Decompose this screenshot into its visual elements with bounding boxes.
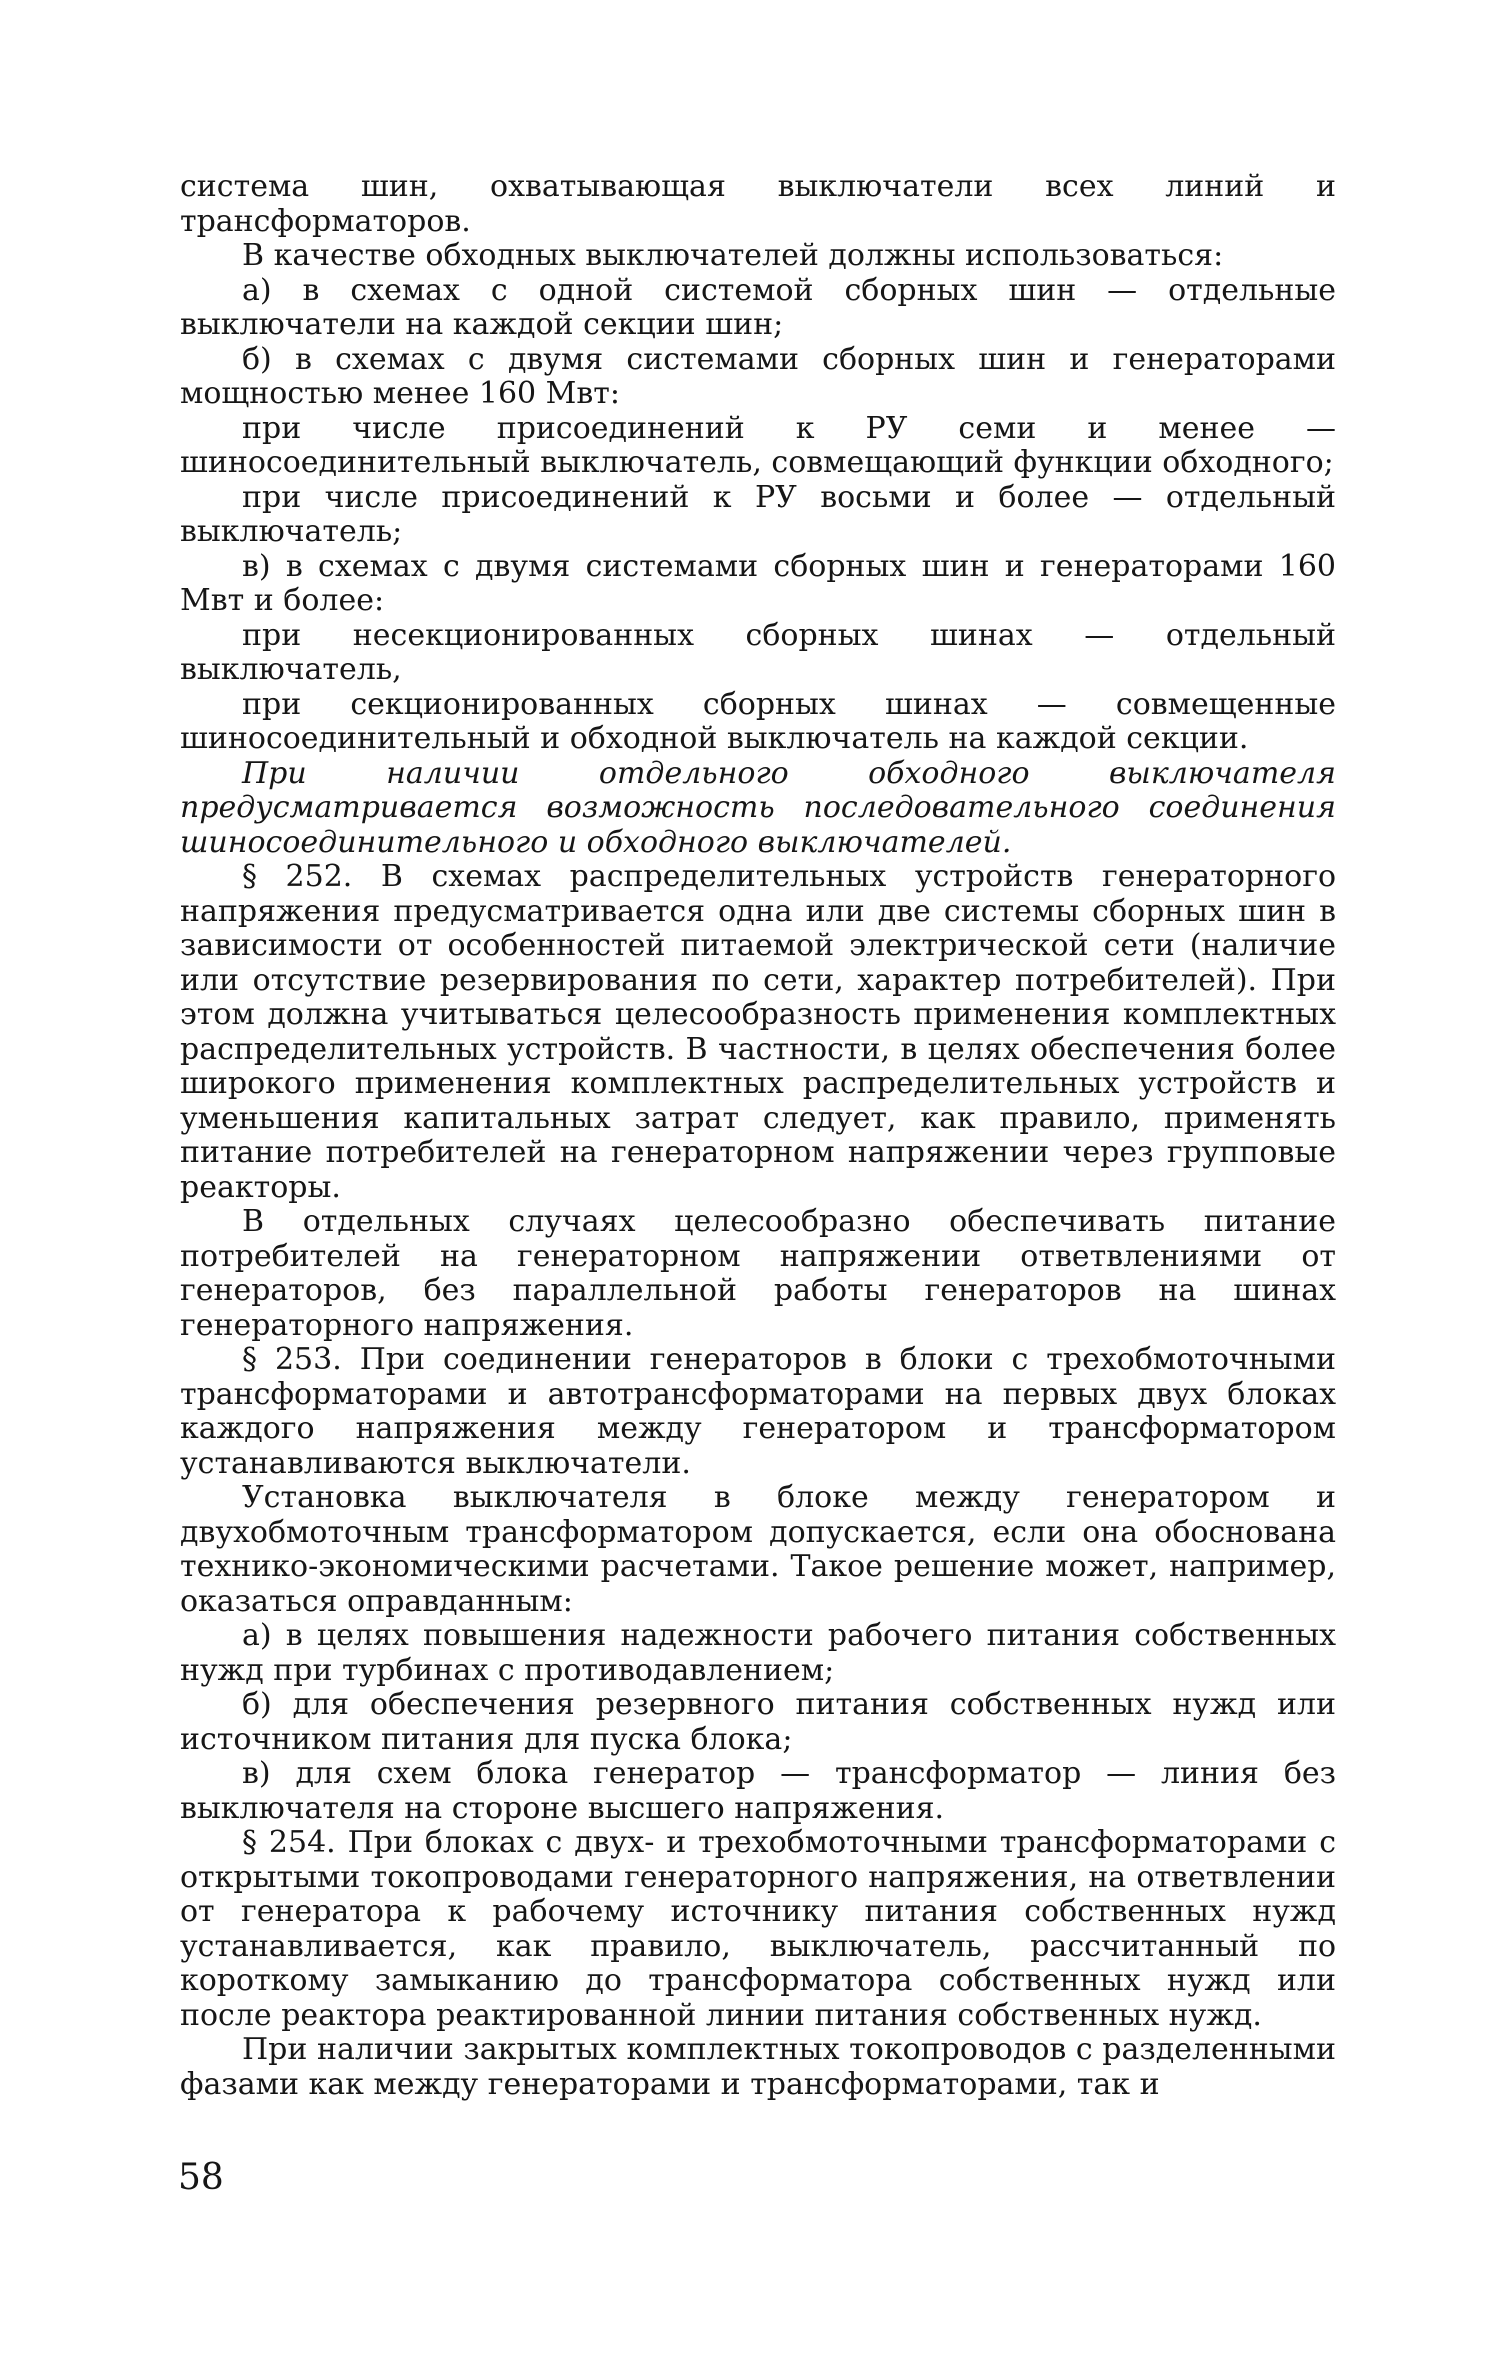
sub-item-seven-or-less: при числе присоединений к РУ семи и менее — шиносоединительный выключатель, совмещающий функции обходного; <box>180 410 1336 480</box>
sub-item-sectioned: при секционированных сборных шинах — совмещенные шиносоединительный и обходной выключатель на каждой секции. <box>180 686 1336 756</box>
sub-item-unsectioned: при несекционированных сборных шинах — отдельный выключатель, <box>180 617 1336 687</box>
list-item-b-double-bus: б) в схемах с двумя системами сборных шин и генераторами мощностью менее 160 Мвт: <box>180 341 1336 411</box>
paragraph-breaker-installation: Установка выключателя в блоке между генератором и двухобмоточным трансформатором допускается, если она обоснована технико-экономическими расчетами. Такое решение может, например, оказаться оправданным: <box>180 1480 1336 1619</box>
page-number: 58 <box>178 2157 224 2198</box>
paragraph-continuation: система шин, охватывающая выключатели всех линий и трансформаторов. <box>180 169 1336 239</box>
sub-item-eight-or-more: при числе присоединений к РУ восьми и более — отдельный выключатель; <box>180 479 1336 549</box>
list-item-b-reserve: б) для обеспечения резервного питания собственных нужд или источником питания для пуска блока; <box>180 1687 1336 1757</box>
list-item-c-double-bus-160: в) в схемах с двумя системами сборных шин и генераторами 160 Мвт и более: <box>180 548 1336 618</box>
paragraph-note-italic: При наличии отдельного обходного выключателя предусматривается возможность последовательного соединения шиносоединительного и обходного выключателей. <box>180 755 1336 860</box>
paragraph-bypass-breakers-intro: В качестве обходных выключателей должны использоваться: <box>242 238 1224 273</box>
paragraph-closed-busducts: При наличии закрытых комплектных токопроводов с разделенными фазами как между генераторами и трансформаторами, так и <box>180 2032 1336 2102</box>
body-text <box>180 170 1336 2102</box>
list-item-a-single-bus: а) в схемах с одной системой сборных шин — отдельные выключатели на каждой секции шин; <box>180 272 1336 342</box>
section-253: § 253. При соединении генераторов в блоки с трехобмоточными трансформаторами и автотрансформаторами на первых двух блоках каждого напряжения между генератором и трансформатором устанавливаются выключатели. <box>180 1342 1336 1481</box>
paragraph-taps-from-generators: В отдельных случаях целесообразно обеспечивать питание потребителей на генераторном напряжении ответвлениями от генераторов, без параллельной работы генераторов на шинах генераторного напряжения. <box>180 1204 1336 1343</box>
list-item-c-block-scheme: в) для схем блока генератор — трансформатор — линия без выключателя на стороне высшего напряжения. <box>180 1756 1336 1826</box>
section-252: § 252. В схемах распределительных устройств генераторного напряжения предусматривается одна или две системы сборных шин в зависимости от особенностей питаемой электрической сети (наличие или отсутствие резервирования по сети, характер потребителей). При этом должна учитываться целесообразность применения комплектных распределительных устройств. В частности, в целях обеспечения более широкого применения комплектных распределительных устройств и уменьшения капитальных затрат следует, как правило, применять питание потребителей на генераторном напряжении через групповые реакторы. <box>180 859 1336 1205</box>
list-item-a-reliability: а) в целях повышения надежности рабочего питания собственных нужд при турбинах с противодавлением; <box>180 1618 1336 1688</box>
section-254: § 254. При блоках с двух- и трехобмоточными трансформаторами с открытыми токопроводами генераторного напряжения, на ответвлении от генератора к рабочему источнику питания собственных нужд устанавливается, как правило, выключатель, рассчитанный по короткому замыканию до трансформатора собственных нужд или после реактора реактированной линии питания собственных нужд. <box>180 1825 1336 2033</box>
